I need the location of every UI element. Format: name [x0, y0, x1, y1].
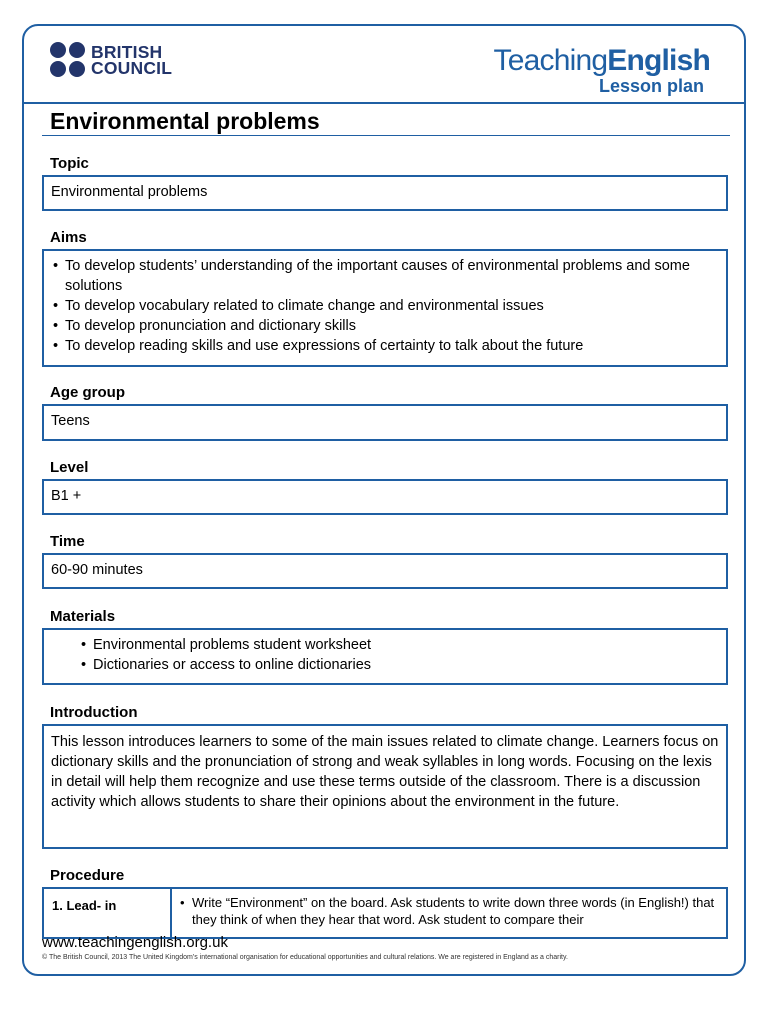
time-heading: Time	[50, 533, 85, 550]
british-council-logo	[50, 42, 172, 77]
age-group-text: Teens	[51, 413, 90, 429]
footer-copyright: © The British Council, 2013 The United Kingdom’s international organisation for educational opportunities and cultural relations. We are registered in England as a charity.	[42, 954, 568, 961]
topic-text: Environmental problems	[51, 184, 208, 200]
introduction-heading: Introduction	[50, 704, 138, 721]
british-council-wordmark	[91, 41, 173, 78]
procedure-heading: Procedure	[50, 867, 125, 884]
logo-dot	[69, 61, 85, 77]
time-box	[42, 553, 728, 589]
procedure-step-text-cell	[172, 889, 726, 937]
aim-item: • To develop students’ understanding of the important causes of environmental problems and some solutions	[51, 256, 719, 296]
time-text: 60-90 minutes	[51, 562, 143, 578]
topic-box	[42, 175, 728, 211]
aims-box	[42, 249, 728, 367]
logo-dot	[69, 42, 85, 58]
age-group-box	[42, 404, 728, 441]
material-item: • Environmental problems student worksheet	[79, 635, 719, 655]
aim-item: • To develop reading skills and use expressions of certainty to talk about the future	[51, 336, 719, 356]
procedure-step-text: Write “Environment” on the board. Ask students to write down three words (in English!) that they think of when they hear that word. Ask student to compare their	[192, 895, 715, 927]
level-box	[42, 479, 728, 515]
lesson-plan-label: Lesson plan	[598, 76, 704, 96]
procedure-table	[42, 887, 728, 939]
level-text: B1 +	[51, 488, 82, 504]
procedure-stage-label: 1. Lead- in	[44, 889, 172, 937]
materials-list	[51, 635, 719, 675]
aims-list	[51, 256, 719, 356]
logo-dot	[50, 61, 66, 77]
teaching-english-logo	[494, 44, 710, 96]
te-brand-light: Teaching	[493, 44, 608, 77]
bc-line-2: COUNCIL	[91, 57, 173, 78]
age-group-heading: Age group	[50, 384, 125, 401]
footer-url: www.teachingenglish.org.uk	[42, 934, 228, 951]
introduction-box	[42, 724, 728, 849]
bullet-icon: •	[180, 895, 185, 910]
bc-line-1: BRITISH	[91, 41, 163, 62]
materials-heading: Materials	[50, 608, 116, 625]
aims-heading: Aims	[50, 229, 87, 246]
material-item: • Dictionaries or access to online dictionaries	[79, 655, 719, 675]
aim-item: • To develop vocabulary related to climate change and environmental issues	[51, 296, 719, 316]
header-divider	[22, 102, 746, 104]
te-brand-bold: English	[607, 44, 710, 77]
introduction-text: This lesson introduces learners to some of the main issues related to climate change. Learners focus on dictionary skills and the pronunciation of strong and weak syllables in long words. Focusing on the lexis in detail will help them recognize and use these terms outside of the classroom. There is a discussion activity which allows students to share their opinions about the environment in the future.	[51, 734, 719, 810]
topic-heading: Topic	[50, 155, 89, 172]
document-title: Environmental problems	[50, 108, 320, 134]
level-heading: Level	[50, 459, 89, 476]
british-council-dots-icon	[50, 42, 85, 77]
logo-dot	[50, 42, 66, 58]
materials-box	[42, 628, 728, 685]
teaching-english-wordmark	[494, 44, 710, 78]
aim-item: • To develop pronunciation and dictionary skills	[51, 316, 719, 336]
